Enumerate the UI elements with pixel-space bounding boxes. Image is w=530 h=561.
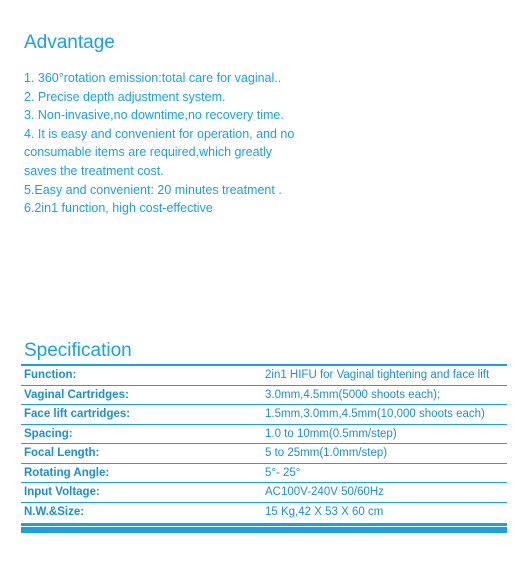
spec-label: Rotating Angle: xyxy=(24,466,110,479)
specification-table xyxy=(21,364,507,526)
spec-value: 5 to 25mm(1.0mm/step) xyxy=(265,447,388,459)
spec-value: 2in1 HIFU for Vaginal tightening and face lift xyxy=(265,369,490,381)
spec-row-focal-length xyxy=(21,444,507,464)
advantage-list xyxy=(24,69,324,218)
spec-row-rotating-angle xyxy=(21,464,507,484)
spec-label: Vaginal Cartridges: xyxy=(24,388,129,401)
advantage-line: consumable items are required,which greatly xyxy=(24,145,273,160)
advantage-line: 5.Easy and convenient: 20 minutes treatment . xyxy=(24,182,282,197)
spec-value: 5°- 25° xyxy=(265,466,301,479)
spec-label: N.W.&Size: xyxy=(24,505,85,518)
advantage-line: 2. Precise depth adjustment system. xyxy=(24,89,226,104)
table-bottom-bar xyxy=(21,527,507,533)
spec-row-input-voltage xyxy=(21,483,507,503)
spec-value: AC100V-240V 50/60Hz xyxy=(265,486,384,498)
spec-row-vaginal-cartridges xyxy=(21,386,507,406)
spec-value: 1.5mm,3.0mm,4.5mm(10,000 shoots each) xyxy=(265,408,485,420)
advantage-line: 1. 360°rotation emission:total care for vaginal.. xyxy=(24,71,282,85)
spec-value: 15 Kg,42 X 53 X 60 cm xyxy=(265,505,384,518)
advantage-title: Advantage xyxy=(24,32,115,53)
spec-row-weight-size xyxy=(21,503,507,526)
spec-label: Function: xyxy=(24,369,77,381)
spec-label: Spacing: xyxy=(24,427,73,440)
spec-value: 1.0 to 10mm(0.5mm/step) xyxy=(265,427,397,440)
advantage-line: 3. Non-invasive,no downtime,no recovery time. xyxy=(24,108,284,123)
spec-label: Face lift cartridges: xyxy=(24,408,131,420)
spec-label: Focal Length: xyxy=(24,447,100,459)
specification-title: Specification xyxy=(24,340,132,361)
spec-row-spacing xyxy=(21,425,507,445)
advantage-line: 6.2in1 function, high cost-effective xyxy=(24,201,213,216)
spec-label: Input Voltage: xyxy=(24,486,100,498)
spec-row-function xyxy=(21,366,507,386)
spec-row-face-lift-cartridges xyxy=(21,405,507,425)
advantage-line: 4. It is easy and convenient for operation, and no xyxy=(24,126,295,141)
spec-value: 3.0mm,4.5mm(5000 shoots each); xyxy=(265,388,441,401)
advantage-line: saves the treatment cost. xyxy=(24,163,164,178)
